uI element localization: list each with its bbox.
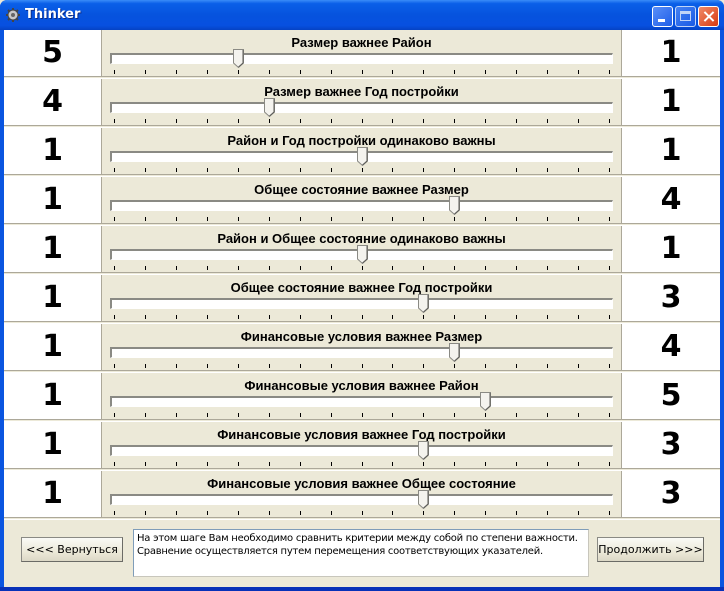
slider-tick (300, 266, 301, 270)
slider-tick (454, 364, 455, 368)
slider-tick (516, 70, 517, 74)
slider-tick (609, 70, 610, 74)
slider-tick (362, 364, 363, 368)
slider-panel (102, 422, 621, 468)
slider-tick (176, 413, 177, 417)
slider-tick (423, 168, 424, 172)
slider-tick (454, 70, 455, 74)
slider-panel (102, 373, 621, 419)
minimize-button[interactable] (652, 6, 673, 27)
comparison-label: Размер важнее Район (291, 35, 432, 50)
right-weight: 3 (622, 471, 720, 517)
slider-tick (516, 462, 517, 466)
slider-thumb[interactable] (418, 490, 429, 509)
left-weight: 1 (4, 373, 101, 419)
info-line: Сравнение осуществляется путем перемещения соответствующих указателей. (137, 546, 543, 557)
slider-tick (485, 511, 486, 515)
slider-tick (485, 217, 486, 221)
slider-tick (114, 168, 115, 172)
slider-tick (300, 364, 301, 368)
left-weight: 1 (4, 177, 101, 223)
slider-tick (207, 168, 208, 172)
slider-tick (238, 364, 239, 368)
right-weight: 4 (622, 324, 720, 370)
slider-track[interactable] (110, 200, 613, 211)
slider-tick (454, 266, 455, 270)
slider-tick (423, 70, 424, 74)
gear-icon (6, 8, 20, 22)
slider-tick (145, 413, 146, 417)
slider-panel (102, 471, 621, 517)
slider-track[interactable] (110, 53, 613, 64)
slider-tick (516, 413, 517, 417)
slider-tick (454, 168, 455, 172)
slider-track[interactable] (110, 102, 613, 113)
slider-tick (485, 462, 486, 466)
slider-tick (578, 462, 579, 466)
slider-tick (114, 217, 115, 221)
slider-tick (392, 462, 393, 466)
slider-track[interactable] (110, 445, 613, 456)
slider-tick (485, 413, 486, 417)
slider-tick (114, 462, 115, 466)
slider-tick (392, 413, 393, 417)
slider-tick (423, 266, 424, 270)
slider-tick (454, 315, 455, 319)
slider-panel (102, 226, 621, 272)
slider-tick (331, 315, 332, 319)
slider-tick (331, 511, 332, 515)
info-line: На этом шаге Вам необходимо сравнить критерии между собой по степени важности. (137, 533, 578, 544)
slider-tick (114, 266, 115, 270)
slider-tick (269, 119, 270, 123)
slider-tick (609, 266, 610, 270)
slider-tick (269, 70, 270, 74)
left-weight: 1 (4, 226, 101, 272)
window-frame-bottom (0, 587, 724, 591)
slider-tick (578, 413, 579, 417)
slider-tick (176, 70, 177, 74)
slider-tick (114, 315, 115, 319)
right-weight: 1 (622, 79, 720, 125)
slider-tick (362, 315, 363, 319)
slider-tick (362, 217, 363, 221)
slider-tick (392, 168, 393, 172)
slider-tick (238, 413, 239, 417)
slider-tick (269, 462, 270, 466)
right-weight: 1 (622, 226, 720, 272)
slider-tick (547, 315, 548, 319)
slider-tick (114, 70, 115, 74)
slider-tick (392, 70, 393, 74)
slider-tick (454, 462, 455, 466)
slider-tick (207, 511, 208, 515)
slider-tick (609, 413, 610, 417)
slider-tick (454, 511, 455, 515)
slider-thumb[interactable] (418, 441, 429, 460)
slider-tick (578, 217, 579, 221)
slider-tick (423, 217, 424, 221)
slider-tick (547, 168, 548, 172)
slider-tick (145, 168, 146, 172)
right-weight: 3 (622, 422, 720, 468)
slider-tick (238, 70, 239, 74)
slider-tick (578, 119, 579, 123)
slider-tick (547, 119, 548, 123)
slider-tick (485, 266, 486, 270)
slider-tick (331, 217, 332, 221)
slider-thumb[interactable] (264, 98, 275, 117)
slider-tick (485, 70, 486, 74)
slider-tick (176, 266, 177, 270)
slider-tick (423, 462, 424, 466)
slider-tick (392, 364, 393, 368)
slider-tick (300, 168, 301, 172)
close-button[interactable] (698, 6, 719, 27)
comparison-label: Район и Год постройки одинаково важны (227, 133, 496, 148)
slider-tick (609, 364, 610, 368)
slider-tick (145, 511, 146, 515)
next-button[interactable]: Продолжить >>> (597, 537, 704, 562)
slider-tick (485, 315, 486, 319)
slider-tick (207, 315, 208, 319)
slider-tick (578, 168, 579, 172)
slider-thumb[interactable] (418, 294, 429, 313)
slider-tick (145, 364, 146, 368)
slider-tick (423, 364, 424, 368)
footer-panel (4, 520, 720, 587)
comparison-row (4, 324, 720, 371)
slider-tick (609, 315, 610, 319)
comparison-label: Размер важнее Год постройки (264, 84, 459, 99)
slider-tick (114, 413, 115, 417)
slider-tick (207, 217, 208, 221)
slider-panel (102, 177, 621, 223)
slider-tick (269, 168, 270, 172)
slider-thumb[interactable] (233, 49, 244, 68)
slider-tick (485, 119, 486, 123)
slider-tick (362, 413, 363, 417)
slider-tick (207, 413, 208, 417)
slider-track[interactable] (110, 298, 613, 309)
slider-tick (516, 315, 517, 319)
slider-track[interactable] (110, 347, 613, 358)
slider-tick (423, 413, 424, 417)
comparison-row (4, 275, 720, 322)
slider-tick (331, 168, 332, 172)
slider-tick (145, 266, 146, 270)
slider-tick (238, 511, 239, 515)
comparison-label: Район и Общее состояние одинаково важны (217, 231, 506, 246)
slider-tick (145, 315, 146, 319)
slider-tick (516, 266, 517, 270)
title-bar[interactable] (0, 0, 724, 30)
slider-tick (362, 462, 363, 466)
slider-tick (176, 511, 177, 515)
comparison-label: Финансовые условия важнее Общее состояние (207, 476, 516, 491)
slider-tick (516, 217, 517, 221)
slider-panel (102, 324, 621, 370)
comparison-row (4, 79, 720, 126)
comparison-label: Общее состояние важнее Размер (254, 182, 469, 197)
comparison-row (4, 422, 720, 469)
slider-tick (269, 511, 270, 515)
maximize-button[interactable] (675, 6, 696, 27)
comparison-label: Финансовые условия важнее Район (244, 378, 479, 393)
slider-tick (300, 70, 301, 74)
slider-tick (300, 462, 301, 466)
slider-tick (145, 217, 146, 221)
slider-tick (238, 217, 239, 221)
slider-tick (238, 266, 239, 270)
slider-tick (454, 119, 455, 123)
slider-tick (609, 168, 610, 172)
comparison-label: Финансовые условия важнее Год постройки (217, 427, 506, 442)
slider-tick (176, 364, 177, 368)
slider-tick (269, 217, 270, 221)
right-weight: 3 (622, 275, 720, 321)
slider-tick (145, 119, 146, 123)
slider-tick (207, 70, 208, 74)
slider-tick (609, 217, 610, 221)
comparison-label: Финансовые условия важнее Размер (240, 329, 483, 344)
slider-panel (102, 275, 621, 321)
back-button[interactable]: <<< Вернуться (21, 537, 123, 562)
slider-tick (331, 266, 332, 270)
slider-tick (269, 266, 270, 270)
slider-tick (362, 119, 363, 123)
left-weight: 1 (4, 324, 101, 370)
slider-tick (269, 413, 270, 417)
slider-tick (238, 315, 239, 319)
slider-tick (176, 119, 177, 123)
slider-tick (362, 168, 363, 172)
slider-tick (145, 70, 146, 74)
info-textbox[interactable] (133, 529, 589, 577)
comparison-row (4, 177, 720, 224)
slider-thumb[interactable] (449, 343, 460, 362)
left-weight: 1 (4, 128, 101, 174)
slider-tick (331, 462, 332, 466)
slider-tick (547, 413, 548, 417)
slider-tick (578, 315, 579, 319)
slider-tick (392, 119, 393, 123)
comparison-row (4, 30, 720, 77)
slider-tick (145, 462, 146, 466)
slider-tick (392, 315, 393, 319)
slider-panel (102, 79, 621, 125)
slider-tick (176, 315, 177, 319)
slider-tick (238, 119, 239, 123)
slider-tick (454, 217, 455, 221)
slider-thumb[interactable] (449, 196, 460, 215)
slider-tick (238, 462, 239, 466)
slider-tick (176, 217, 177, 221)
slider-track[interactable] (110, 396, 613, 407)
slider-tick (362, 511, 363, 515)
slider-thumb[interactable] (357, 147, 368, 166)
slider-tick (516, 119, 517, 123)
slider-tick (578, 70, 579, 74)
right-weight: 1 (622, 30, 720, 76)
slider-thumb[interactable] (357, 245, 368, 264)
right-weight: 4 (622, 177, 720, 223)
slider-tick (300, 413, 301, 417)
slider-tick (114, 119, 115, 123)
comparison-row (4, 128, 720, 175)
slider-tick (516, 168, 517, 172)
right-weight: 1 (622, 128, 720, 174)
slider-tick (114, 364, 115, 368)
slider-tick (547, 217, 548, 221)
slider-tick (331, 119, 332, 123)
slider-tick (238, 168, 239, 172)
slider-tick (176, 462, 177, 466)
slider-tick (423, 315, 424, 319)
slider-tick (609, 511, 610, 515)
slider-tick (392, 266, 393, 270)
left-weight: 4 (4, 79, 101, 125)
slider-tick (207, 364, 208, 368)
slider-tick (207, 266, 208, 270)
comparison-row (4, 226, 720, 273)
slider-tick (207, 462, 208, 466)
slider-tick (114, 511, 115, 515)
left-weight: 1 (4, 275, 101, 321)
slider-tick (547, 70, 548, 74)
slider-tick (516, 364, 517, 368)
slider-tick (423, 119, 424, 123)
slider-tick (454, 413, 455, 417)
left-weight: 1 (4, 422, 101, 468)
slider-tick (300, 217, 301, 221)
slider-track[interactable] (110, 494, 613, 505)
slider-tick (609, 462, 610, 466)
slider-tick (485, 364, 486, 368)
slider-thumb[interactable] (480, 392, 491, 411)
slider-tick (269, 364, 270, 368)
slider-tick (362, 266, 363, 270)
client-area (4, 30, 720, 587)
slider-tick (362, 70, 363, 74)
slider-tick (176, 168, 177, 172)
slider-tick (609, 119, 610, 123)
slider-tick (423, 511, 424, 515)
slider-tick (485, 168, 486, 172)
slider-tick (547, 266, 548, 270)
slider-tick (516, 511, 517, 515)
slider-tick (392, 511, 393, 515)
slider-tick (392, 217, 393, 221)
left-weight: 5 (4, 30, 101, 76)
slider-tick (300, 315, 301, 319)
slider-tick (547, 511, 548, 515)
slider-tick (331, 364, 332, 368)
slider-tick (300, 119, 301, 123)
slider-tick (269, 315, 270, 319)
slider-tick (578, 511, 579, 515)
slider-panel (102, 128, 621, 174)
slider-tick (300, 511, 301, 515)
right-weight: 5 (622, 373, 720, 419)
left-weight: 1 (4, 471, 101, 517)
comparison-row (4, 373, 720, 420)
slider-tick (207, 119, 208, 123)
comparison-label: Общее состояние важнее Год постройки (230, 280, 493, 295)
slider-tick (547, 364, 548, 368)
window-title: Thinker (25, 7, 81, 22)
slider-panel (102, 30, 621, 76)
slider-tick (331, 413, 332, 417)
slider-tick (578, 364, 579, 368)
slider-tick (578, 266, 579, 270)
slider-tick (331, 70, 332, 74)
slider-tick (547, 462, 548, 466)
comparison-row (4, 471, 720, 518)
